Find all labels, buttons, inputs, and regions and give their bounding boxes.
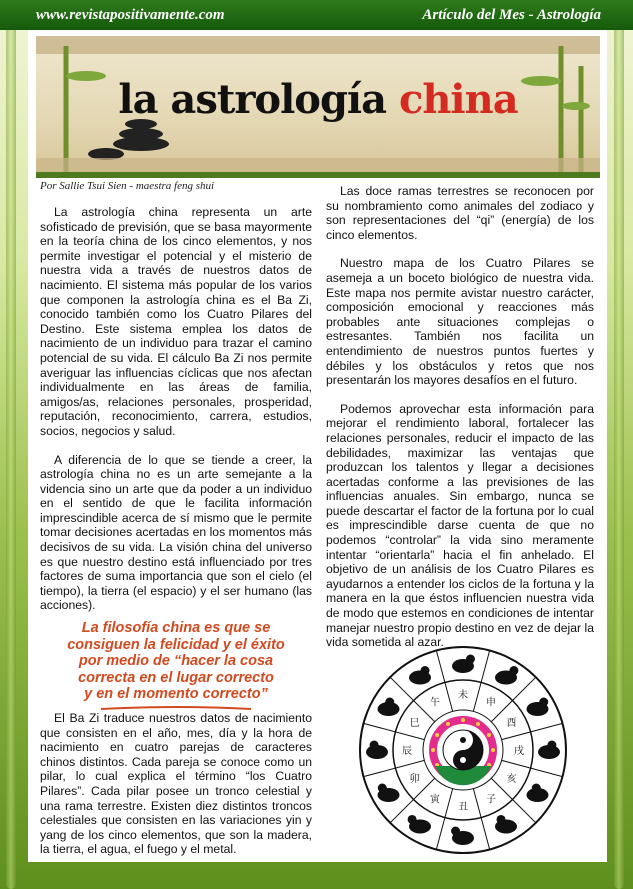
quote-line: consiguen la felicidad y el éxito (67, 636, 285, 653)
article-title (36, 76, 600, 123)
article-banner (36, 36, 600, 178)
earthly-branch-label: 子 (486, 794, 496, 806)
earthly-branch-label: 亥 (506, 774, 517, 785)
pull-quote (40, 620, 312, 713)
article-page (28, 30, 607, 862)
site-url[interactable]: www.revistapositivamente.com (36, 7, 225, 23)
earthly-branch-label: 申 (486, 697, 496, 709)
ring-dot (435, 733, 439, 737)
quote-line: y en el momento correcto” (84, 686, 268, 702)
paragraph: A diferencia de lo que se tiende a creer, la astrología china no es un arte semejante a la videncia sino un arte que da poder a un individuo en el sentido de que le facilita información imprescindible acerca de sí mismo que le permite tomar decisiones acertadas en los momentos más decisivos de su vida. La visión china del universo es que nuestro destino está influenciado por tres factores de suma importancia que son el cielo (el tiempo), la tierra (el espacio) y el ser humano (las acciones). (40, 452, 312, 613)
paragraph: Podemos aprovechar esta información para mejorar el rendimiento laboral, fortalecer las relaciones personales, reducir el impacto de las debilidades, maximizar las ventajas que produzcan los talentos y llegar a decisiones acertadas conforme a las previsiones de las influencias anuales. Sin embargo, nunca se puede descartar el factor de la fortuna por lo cual es imprescindible darse cuenta de que no podemos “controlar” la vida sino meramente intentar “orientarla” hacia el fin anhelado. El objetivo de un análisis de los Cuatro Pilares es ayudarnos a entender los ciclos de la fortuna y la manera en la que éstos influencien nuestra vida de modo que estemos en condiciones de intentar manejar nuestro propio destino en vez de dejar la vida sometida al azar. (326, 401, 594, 650)
paragraph: Nuestro mapa de los Cuatro Pilares se asemeja a un boceto biológico de nuestra vida. Este mapa nos permite avistar nuestro carácter, composición emocional y reacciones más probables ante situaciones complejas o estresantes. También nos facilita un entendimiento de nuestros puntos fuertes y débiles y los obstáculos y retos que nos presentarán los mayores desafíos en el futuro. (326, 256, 594, 388)
byline: Por Sallie Tsui Sien - maestra feng shui (40, 180, 215, 192)
header-bar (0, 0, 633, 30)
ring-dot (476, 722, 480, 726)
title-part-2: china (398, 76, 518, 123)
earthly-branch-label: 午 (430, 697, 440, 709)
ring-dot (491, 748, 495, 752)
paragraph: Las doce ramas terrestres se reconocen por su nombramiento como animales del zodiaco y son representaciones del “qi” (energía) de los cinco elementos. (326, 184, 594, 242)
zodiac-wheel (358, 645, 568, 855)
paragraph: El Ba Zi traduce nuestros datos de nacimiento que consisten en el año, mes, día y la hora de nacimiento en cuatro parejas de caracteres chinos distintos. Cada pareja se conoce como un pilar, lo cual explica el término “los Cuatro Pilares”. Cada pilar posee un tronco celestial y una rama terrestre. Existen diez distintos troncos celestiales que consisten en las variaciones yin y yang de los cinco elementos, que son la madera, la tierra, el agua, el fuego y el metal. (40, 711, 312, 857)
quote-line: correcta en el lugar correcto (78, 669, 274, 686)
earthly-branch-label: 戌 (514, 746, 524, 757)
ring-dot (461, 718, 465, 722)
ring-dot (431, 748, 435, 752)
quote-line: por medio de “hacer la cosa (78, 653, 274, 669)
section-title: Artículo del Mes - Astrología (422, 7, 601, 23)
earthly-branch-label: 酉 (506, 718, 517, 729)
column-right (326, 184, 594, 664)
column-left-bottom (40, 711, 312, 871)
earthly-branch-label: 丑 (458, 802, 468, 813)
paragraph: La astrología china representa un arte sofisticado de previsión, que se basa mayormente en la teoría china de los cinco elementos, y nos permite investigar el potencial y el misterio de nuestra vida a través de nuestros datos de nacimiento. El sistema más popular de los varios que componen la astrología china es el Ba Zi, conocido también como los Cuatro Pilares del Destino. Este sistema emplea los datos de nacimiento de un individuo para trazar el camino potencial de su vida. El cálculo Ba Zi nos permite averiguar las influencias cíclicas que nos afectan individualmente en las áreas de familia, amigos/as, relaciones personales, prosperidad, reputación, reconocimiento, carrera, estudios, socios, negocios y salud. (40, 205, 312, 438)
earthly-branch-label: 寅 (430, 794, 440, 806)
ring-dot (487, 733, 491, 737)
earthly-branch-label: 辰 (402, 746, 412, 757)
title-part-1: la astrología (118, 76, 387, 123)
ring-dot (446, 722, 450, 726)
footer-strip (28, 862, 607, 889)
earthly-branch-label: 卯 (409, 774, 420, 785)
column-left-top (40, 205, 312, 627)
quote-line: La filosofía china es que se (81, 620, 271, 636)
earthly-branch-label: 巳 (409, 718, 420, 729)
earthly-branch-label: 未 (458, 690, 468, 701)
